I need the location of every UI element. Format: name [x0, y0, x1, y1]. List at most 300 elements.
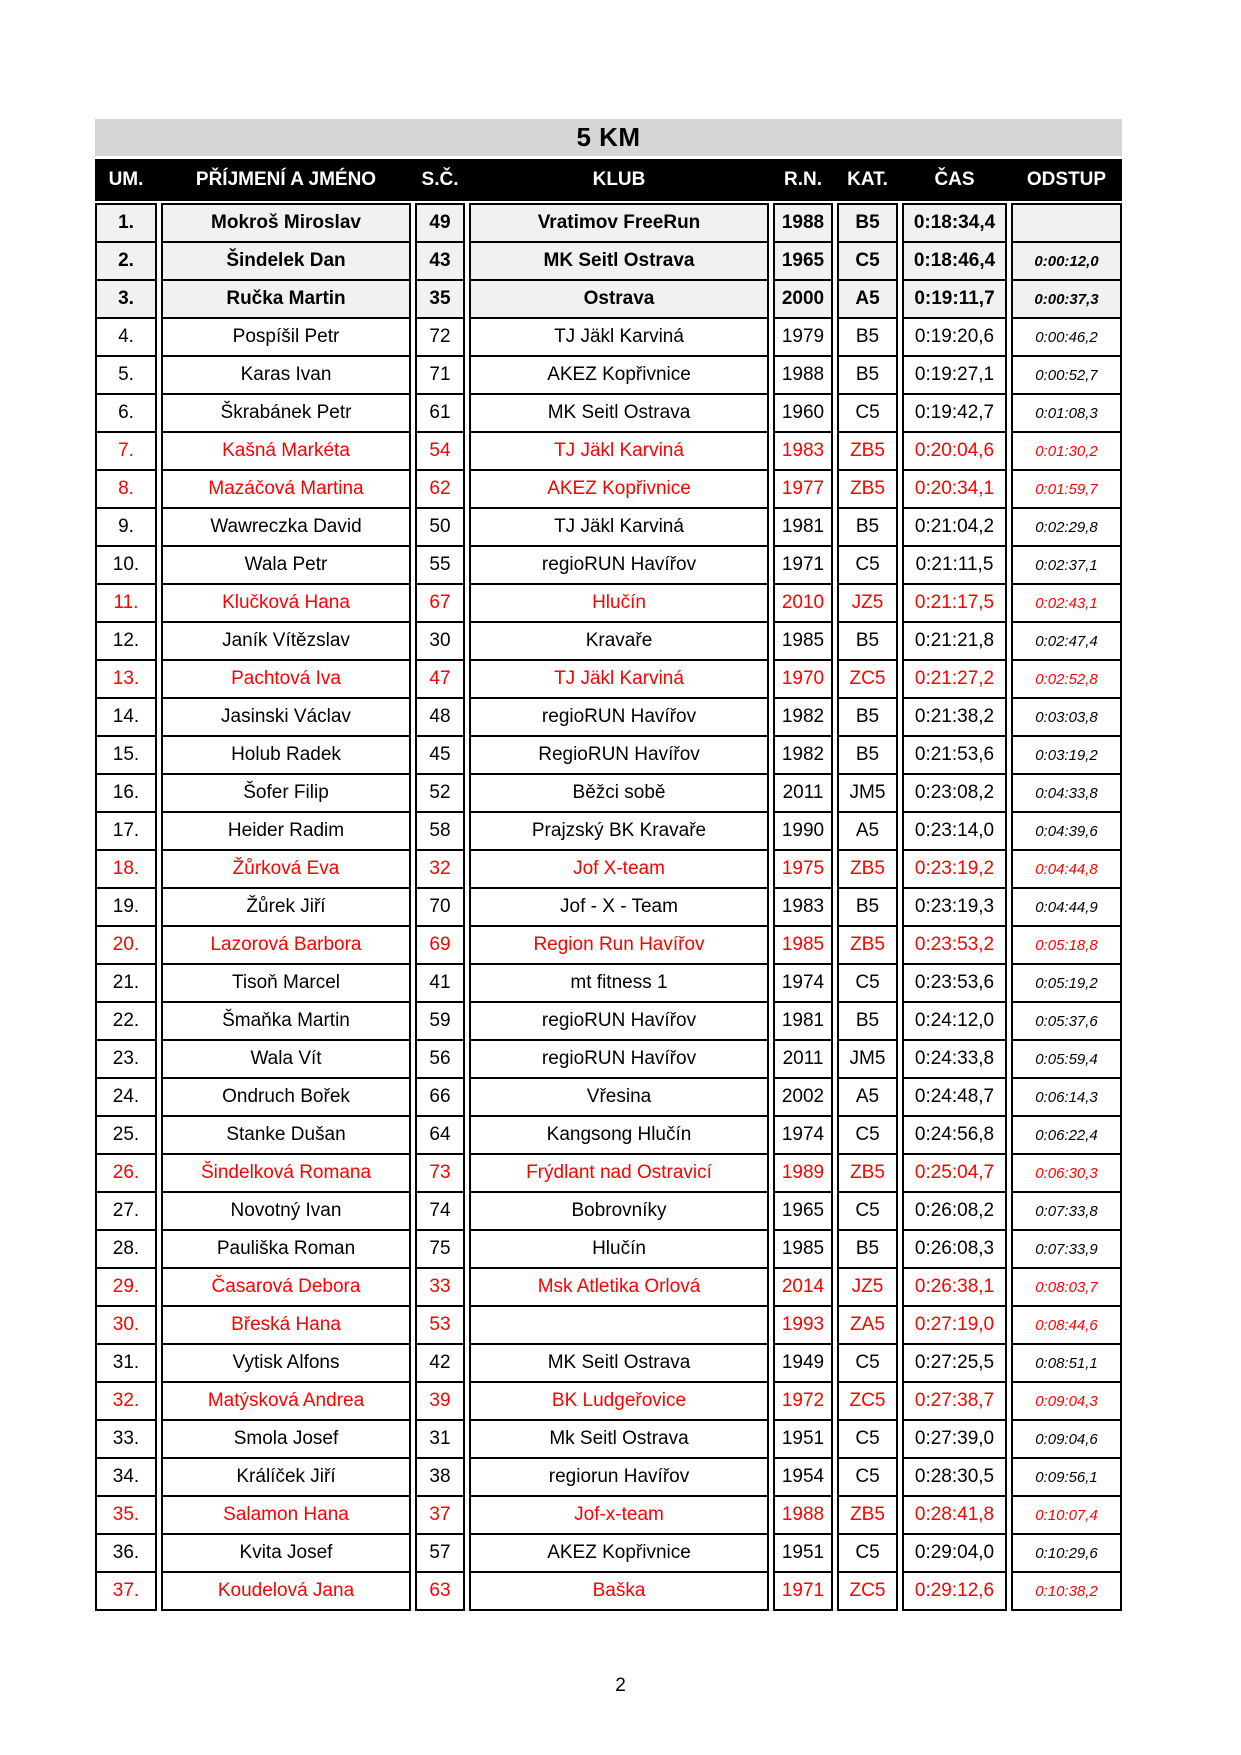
cell-place: 13. — [95, 659, 157, 699]
cell-start-number: 73 — [415, 1153, 465, 1193]
cell-birth-year: 1971 — [773, 1571, 833, 1611]
cell-category: A5 — [837, 811, 898, 851]
cell-time: 0:25:04,7 — [902, 1153, 1007, 1193]
cell-time: 0:23:08,2 — [902, 773, 1007, 813]
cell-start-number: 67 — [415, 583, 465, 623]
cell-place: 20. — [95, 925, 157, 965]
header-gap: ODSTUP — [1026, 169, 1107, 190]
cell-category: C5 — [837, 963, 898, 1003]
cell-surname-name: Šindelková Romana — [161, 1153, 411, 1193]
cell-category: A5 — [837, 1077, 898, 1117]
cell-start-number: 75 — [415, 1229, 465, 1269]
cell-club: TJ Jäkl Karviná — [469, 507, 769, 547]
cell-category: C5 — [837, 1115, 898, 1155]
cell-time: 0:29:12,6 — [902, 1571, 1007, 1611]
cell-start-number: 62 — [415, 469, 465, 509]
cell-gap: 0:04:33,8 — [1011, 773, 1122, 813]
cell-club: Mk Seitl Ostrava — [469, 1419, 769, 1459]
cell-gap: 0:01:30,2 — [1011, 431, 1122, 471]
cell-surname-name: Smola Josef — [161, 1419, 411, 1459]
cell-start-number: 61 — [415, 393, 465, 433]
cell-start-number: 47 — [415, 659, 465, 699]
cell-category: C5 — [837, 1457, 898, 1497]
cell-place: 29. — [95, 1267, 157, 1307]
cell-gap: 0:05:18,8 — [1011, 925, 1122, 965]
table-row — [95, 811, 1122, 851]
table-row — [95, 659, 1122, 699]
cell-club: MK Seitl Ostrava — [469, 241, 769, 281]
cell-gap: 0:04:44,9 — [1011, 887, 1122, 927]
cell-gap: 0:10:38,2 — [1011, 1571, 1122, 1611]
cell-gap: 0:05:59,4 — [1011, 1039, 1122, 1079]
cell-place: 30. — [95, 1305, 157, 1345]
cell-surname-name: Wawreczka David — [161, 507, 411, 547]
cell-time: 0:27:39,0 — [902, 1419, 1007, 1459]
cell-start-number: 42 — [415, 1343, 465, 1383]
cell-gap: 0:04:39,6 — [1011, 811, 1122, 851]
cell-start-number: 56 — [415, 1039, 465, 1079]
cell-place: 27. — [95, 1191, 157, 1231]
table-row — [95, 1267, 1122, 1307]
table-row — [95, 431, 1122, 471]
cell-gap: 0:03:03,8 — [1011, 697, 1122, 737]
cell-club: MK Seitl Ostrava — [469, 393, 769, 433]
header-birth-year: R.N. — [784, 169, 822, 190]
cell-time: 0:23:14,0 — [902, 811, 1007, 851]
cell-birth-year: 1985 — [773, 621, 833, 661]
cell-birth-year: 1981 — [773, 507, 833, 547]
cell-category: JZ5 — [837, 1267, 898, 1307]
table-row — [95, 545, 1122, 585]
cell-gap: 0:09:04,6 — [1011, 1419, 1122, 1459]
cell-club: regiorun Havířov — [469, 1457, 769, 1497]
cell-category: C5 — [837, 1419, 898, 1459]
cell-club: Kangsong Hlučín — [469, 1115, 769, 1155]
table-row — [95, 317, 1122, 357]
cell-surname-name: Ručka Martin — [161, 279, 411, 319]
cell-start-number: 30 — [415, 621, 465, 661]
cell-birth-year: 1977 — [773, 469, 833, 509]
cell-category: A5 — [837, 279, 898, 319]
cell-surname-name: Wala Petr — [161, 545, 411, 585]
cell-category: ZB5 — [837, 469, 898, 509]
cell-category: B5 — [837, 203, 898, 243]
cell-surname-name: Škrabánek Petr — [161, 393, 411, 433]
cell-start-number: 69 — [415, 925, 465, 965]
table-row — [95, 355, 1122, 395]
cell-place: 6. — [95, 393, 157, 433]
cell-place: 24. — [95, 1077, 157, 1117]
cell-place: 4. — [95, 317, 157, 357]
table-row — [95, 1115, 1122, 1155]
cell-gap: 0:01:59,7 — [1011, 469, 1122, 509]
cell-category: B5 — [837, 317, 898, 357]
cell-birth-year: 1988 — [773, 203, 833, 243]
cell-gap: 0:05:19,2 — [1011, 963, 1122, 1003]
cell-place: 5. — [95, 355, 157, 395]
cell-birth-year: 2002 — [773, 1077, 833, 1117]
cell-club: MK Seitl Ostrava — [469, 1343, 769, 1383]
cell-club: Hlučín — [469, 583, 769, 623]
cell-surname-name: Šofer Filip — [161, 773, 411, 813]
cell-time: 0:27:38,7 — [902, 1381, 1007, 1421]
cell-start-number: 31 — [415, 1419, 465, 1459]
cell-club: TJ Jäkl Karviná — [469, 317, 769, 357]
cell-gap: 0:02:52,8 — [1011, 659, 1122, 699]
cell-time: 0:19:27,1 — [902, 355, 1007, 395]
cell-start-number: 38 — [415, 1457, 465, 1497]
table-row — [95, 279, 1122, 319]
cell-surname-name: Žůrková Eva — [161, 849, 411, 889]
cell-club: TJ Jäkl Karviná — [469, 431, 769, 471]
cell-club: regioRUN Havířov — [469, 1039, 769, 1079]
race-title-label: 5 KM — [576, 122, 641, 152]
cell-surname-name: Matýsková Andrea — [161, 1381, 411, 1421]
cell-place: 1. — [95, 203, 157, 243]
table-row — [95, 735, 1122, 775]
cell-surname-name: Lazorová Barbora — [161, 925, 411, 965]
table-row — [95, 1419, 1122, 1459]
cell-surname-name: Koudelová Jana — [161, 1571, 411, 1611]
cell-time: 0:26:08,3 — [902, 1229, 1007, 1269]
table-row — [95, 469, 1122, 509]
cell-start-number: 59 — [415, 1001, 465, 1041]
cell-time: 0:21:11,5 — [902, 545, 1007, 585]
cell-surname-name: Kvita Josef — [161, 1533, 411, 1573]
cell-start-number: 45 — [415, 735, 465, 775]
cell-surname-name: Wala Vít — [161, 1039, 411, 1079]
cell-category: B5 — [837, 697, 898, 737]
cell-surname-name: Králíček Jiří — [161, 1457, 411, 1497]
cell-place: 10. — [95, 545, 157, 585]
cell-surname-name: Pachtová Iva — [161, 659, 411, 699]
cell-start-number: 50 — [415, 507, 465, 547]
cell-club: RegioRUN Havířov — [469, 735, 769, 775]
cell-place: 17. — [95, 811, 157, 851]
cell-category: B5 — [837, 1229, 898, 1269]
cell-category: ZB5 — [837, 849, 898, 889]
table-row — [95, 925, 1122, 965]
cell-club: AKEZ Kopřivnice — [469, 1533, 769, 1573]
cell-club: Baška — [469, 1571, 769, 1611]
cell-time: 0:19:42,7 — [902, 393, 1007, 433]
cell-surname-name: Janík Vítězslav — [161, 621, 411, 661]
cell-time: 0:23:53,6 — [902, 963, 1007, 1003]
cell-club: Jof X-team — [469, 849, 769, 889]
cell-time: 0:21:53,6 — [902, 735, 1007, 775]
cell-place: 21. — [95, 963, 157, 1003]
table-row — [95, 887, 1122, 927]
cell-club: Běžci sobě — [469, 773, 769, 813]
cell-surname-name: Holub Radek — [161, 735, 411, 775]
cell-category: ZC5 — [837, 659, 898, 699]
cell-club: Hlučín — [469, 1229, 769, 1269]
cell-category: JZ5 — [837, 583, 898, 623]
race-title — [95, 119, 1122, 156]
table-row — [95, 773, 1122, 813]
cell-birth-year: 2014 — [773, 1267, 833, 1307]
cell-start-number: 48 — [415, 697, 465, 737]
cell-birth-year: 1975 — [773, 849, 833, 889]
cell-category: B5 — [837, 621, 898, 661]
cell-category: C5 — [837, 545, 898, 585]
cell-gap: 0:08:51,1 — [1011, 1343, 1122, 1383]
cell-place: 11. — [95, 583, 157, 623]
table-row — [95, 1039, 1122, 1079]
cell-club: Kravaře — [469, 621, 769, 661]
table-row — [95, 621, 1122, 661]
cell-category: B5 — [837, 507, 898, 547]
cell-club: AKEZ Kopřivnice — [469, 469, 769, 509]
cell-time: 0:26:08,2 — [902, 1191, 1007, 1231]
cell-gap: 0:08:44,6 — [1011, 1305, 1122, 1345]
cell-gap: 0:10:29,6 — [1011, 1533, 1122, 1573]
cell-birth-year: 1970 — [773, 659, 833, 699]
cell-start-number: 72 — [415, 317, 465, 357]
cell-place: 36. — [95, 1533, 157, 1573]
cell-club: Bobrovníky — [469, 1191, 769, 1231]
cell-start-number: 43 — [415, 241, 465, 281]
cell-surname-name: Heider Radim — [161, 811, 411, 851]
cell-start-number: 64 — [415, 1115, 465, 1155]
cell-start-number: 63 — [415, 1571, 465, 1611]
cell-start-number: 71 — [415, 355, 465, 395]
cell-time: 0:27:19,0 — [902, 1305, 1007, 1345]
cell-time: 0:24:48,7 — [902, 1077, 1007, 1117]
cell-club: regioRUN Havířov — [469, 697, 769, 737]
cell-birth-year: 1971 — [773, 545, 833, 585]
cell-category: C5 — [837, 393, 898, 433]
cell-time: 0:27:25,5 — [902, 1343, 1007, 1383]
cell-gap: 0:09:56,1 — [1011, 1457, 1122, 1497]
header-category: KAT. — [847, 169, 888, 190]
cell-gap: 0:00:37,3 — [1011, 279, 1122, 319]
cell-place: 9. — [95, 507, 157, 547]
cell-time: 0:21:27,2 — [902, 659, 1007, 699]
cell-start-number: 57 — [415, 1533, 465, 1573]
cell-surname-name: Mazáčová Martina — [161, 469, 411, 509]
cell-surname-name: Karas Ivan — [161, 355, 411, 395]
cell-start-number: 32 — [415, 849, 465, 889]
cell-gap: 0:02:43,1 — [1011, 583, 1122, 623]
cell-place: 37. — [95, 1571, 157, 1611]
cell-club: Jof - X - Team — [469, 887, 769, 927]
cell-club: regioRUN Havířov — [469, 545, 769, 585]
cell-club: regioRUN Havířov — [469, 1001, 769, 1041]
header-start-number: S.Č. — [421, 169, 459, 190]
cell-time: 0:23:53,2 — [902, 925, 1007, 965]
cell-category: ZC5 — [837, 1571, 898, 1611]
cell-birth-year: 1982 — [773, 735, 833, 775]
cell-surname-name: Klučková Hana — [161, 583, 411, 623]
cell-gap: 0:02:29,8 — [1011, 507, 1122, 547]
cell-gap: 0:04:44,8 — [1011, 849, 1122, 889]
cell-surname-name: Pauliška Roman — [161, 1229, 411, 1269]
cell-surname-name: Ondruch Bořek — [161, 1077, 411, 1117]
cell-time: 0:24:56,8 — [902, 1115, 1007, 1155]
cell-start-number: 54 — [415, 431, 465, 471]
cell-gap: 0:00:12,0 — [1011, 241, 1122, 281]
table-row — [95, 849, 1122, 889]
cell-time: 0:19:20,6 — [902, 317, 1007, 357]
cell-place: 33. — [95, 1419, 157, 1459]
table-row — [95, 1495, 1122, 1535]
cell-club: Jof-x-team — [469, 1495, 769, 1535]
cell-start-number: 66 — [415, 1077, 465, 1117]
cell-birth-year: 1983 — [773, 887, 833, 927]
cell-category: JM5 — [837, 1039, 898, 1079]
table-body — [95, 203, 1122, 1611]
cell-start-number: 35 — [415, 279, 465, 319]
cell-birth-year: 1983 — [773, 431, 833, 471]
cell-surname-name: Kašná Markéta — [161, 431, 411, 471]
cell-birth-year: 1982 — [773, 697, 833, 737]
cell-surname-name: Břeská Hana — [161, 1305, 411, 1345]
table-row — [95, 203, 1122, 243]
cell-place: 31. — [95, 1343, 157, 1383]
cell-gap: 0:06:14,3 — [1011, 1077, 1122, 1117]
cell-time: 0:20:34,1 — [902, 469, 1007, 509]
cell-place: 3. — [95, 279, 157, 319]
cell-category: ZB5 — [837, 1153, 898, 1193]
cell-category: B5 — [837, 355, 898, 395]
cell-start-number: 39 — [415, 1381, 465, 1421]
cell-club: AKEZ Kopřivnice — [469, 355, 769, 395]
cell-birth-year: 1972 — [773, 1381, 833, 1421]
cell-gap: 0:09:04,3 — [1011, 1381, 1122, 1421]
cell-start-number: 74 — [415, 1191, 465, 1231]
cell-birth-year: 1989 — [773, 1153, 833, 1193]
header-time: ČAS — [934, 169, 975, 190]
header-surname-name: PŘÍJMENÍ A JMÉNO — [195, 169, 377, 190]
cell-birth-year: 1965 — [773, 1191, 833, 1231]
cell-gap: 0:08:03,7 — [1011, 1267, 1122, 1307]
cell-birth-year: 1979 — [773, 317, 833, 357]
cell-gap: 0:01:08,3 — [1011, 393, 1122, 433]
cell-surname-name: Žůrek Jiří — [161, 887, 411, 927]
table-row — [95, 1571, 1122, 1611]
cell-gap: 0:05:37,6 — [1011, 1001, 1122, 1041]
cell-time: 0:24:33,8 — [902, 1039, 1007, 1079]
cell-place: 35. — [95, 1495, 157, 1535]
cell-time: 0:18:46,4 — [902, 241, 1007, 281]
cell-birth-year: 1974 — [773, 963, 833, 1003]
cell-time: 0:23:19,3 — [902, 887, 1007, 927]
cell-birth-year: 2011 — [773, 773, 833, 813]
cell-time: 0:21:38,2 — [902, 697, 1007, 737]
header-place: UM. — [108, 169, 144, 190]
cell-category: ZB5 — [837, 431, 898, 471]
cell-birth-year: 1981 — [773, 1001, 833, 1041]
cell-gap: 0:06:22,4 — [1011, 1115, 1122, 1155]
cell-club: Ostrava — [469, 279, 769, 319]
cell-club: Msk Atletika Orlová — [469, 1267, 769, 1307]
table-row — [95, 393, 1122, 433]
cell-place: 7. — [95, 431, 157, 471]
table-header-row — [95, 159, 1122, 201]
cell-start-number: 52 — [415, 773, 465, 813]
table-row — [95, 583, 1122, 623]
cell-birth-year: 1990 — [773, 811, 833, 851]
cell-category: C5 — [837, 1533, 898, 1573]
cell-club — [469, 1305, 769, 1345]
cell-birth-year: 1993 — [773, 1305, 833, 1345]
table-row — [95, 241, 1122, 281]
header-club: KLUB — [592, 169, 646, 190]
cell-category: C5 — [837, 1343, 898, 1383]
cell-birth-year: 1960 — [773, 393, 833, 433]
cell-place: 23. — [95, 1039, 157, 1079]
cell-place: 2. — [95, 241, 157, 281]
cell-place: 25. — [95, 1115, 157, 1155]
cell-birth-year: 1974 — [773, 1115, 833, 1155]
cell-time: 0:23:19,2 — [902, 849, 1007, 889]
cell-time: 0:24:12,0 — [902, 1001, 1007, 1041]
cell-gap: 0:03:19,2 — [1011, 735, 1122, 775]
cell-birth-year: 1985 — [773, 1229, 833, 1269]
cell-start-number: 49 — [415, 203, 465, 243]
page-number: 2 — [615, 1675, 626, 1696]
cell-category: B5 — [837, 887, 898, 927]
cell-surname-name: Mokroš Miroslav — [161, 203, 411, 243]
cell-place: 19. — [95, 887, 157, 927]
cell-place: 8. — [95, 469, 157, 509]
table-row — [95, 1305, 1122, 1345]
cell-gap: 0:06:30,3 — [1011, 1153, 1122, 1193]
cell-club: Vratimov FreeRun — [469, 203, 769, 243]
cell-gap: 0:07:33,8 — [1011, 1191, 1122, 1231]
cell-start-number: 33 — [415, 1267, 465, 1307]
cell-birth-year: 1985 — [773, 925, 833, 965]
cell-surname-name: Vytisk Alfons — [161, 1343, 411, 1383]
cell-birth-year: 1954 — [773, 1457, 833, 1497]
cell-start-number: 70 — [415, 887, 465, 927]
table-row — [95, 963, 1122, 1003]
cell-birth-year: 1951 — [773, 1419, 833, 1459]
cell-time: 0:18:34,4 — [902, 203, 1007, 243]
cell-time: 0:21:21,8 — [902, 621, 1007, 661]
cell-time: 0:28:41,8 — [902, 1495, 1007, 1535]
table-row — [95, 1381, 1122, 1421]
cell-surname-name: Šmaňka Martin — [161, 1001, 411, 1041]
cell-category: ZB5 — [837, 925, 898, 965]
cell-category: B5 — [837, 1001, 898, 1041]
cell-club: Frýdlant nad Ostravicí — [469, 1153, 769, 1193]
cell-birth-year: 1988 — [773, 355, 833, 395]
cell-place: 26. — [95, 1153, 157, 1193]
cell-gap — [1011, 203, 1122, 243]
cell-place: 14. — [95, 697, 157, 737]
cell-club: Region Run Havířov — [469, 925, 769, 965]
cell-category: ZA5 — [837, 1305, 898, 1345]
cell-place: 12. — [95, 621, 157, 661]
cell-gap: 0:10:07,4 — [1011, 1495, 1122, 1535]
table-row — [95, 1191, 1122, 1231]
cell-club: Prajzský BK Kravaře — [469, 811, 769, 851]
table-row — [95, 1001, 1122, 1041]
cell-time: 0:21:17,5 — [902, 583, 1007, 623]
table-row — [95, 507, 1122, 547]
cell-birth-year: 2011 — [773, 1039, 833, 1079]
cell-club: mt fitness 1 — [469, 963, 769, 1003]
cell-place: 18. — [95, 849, 157, 889]
cell-surname-name: Šindelek Dan — [161, 241, 411, 281]
cell-category: ZC5 — [837, 1381, 898, 1421]
cell-start-number: 58 — [415, 811, 465, 851]
table-row — [95, 1153, 1122, 1193]
cell-surname-name: Novotný Ivan — [161, 1191, 411, 1231]
cell-place: 34. — [95, 1457, 157, 1497]
